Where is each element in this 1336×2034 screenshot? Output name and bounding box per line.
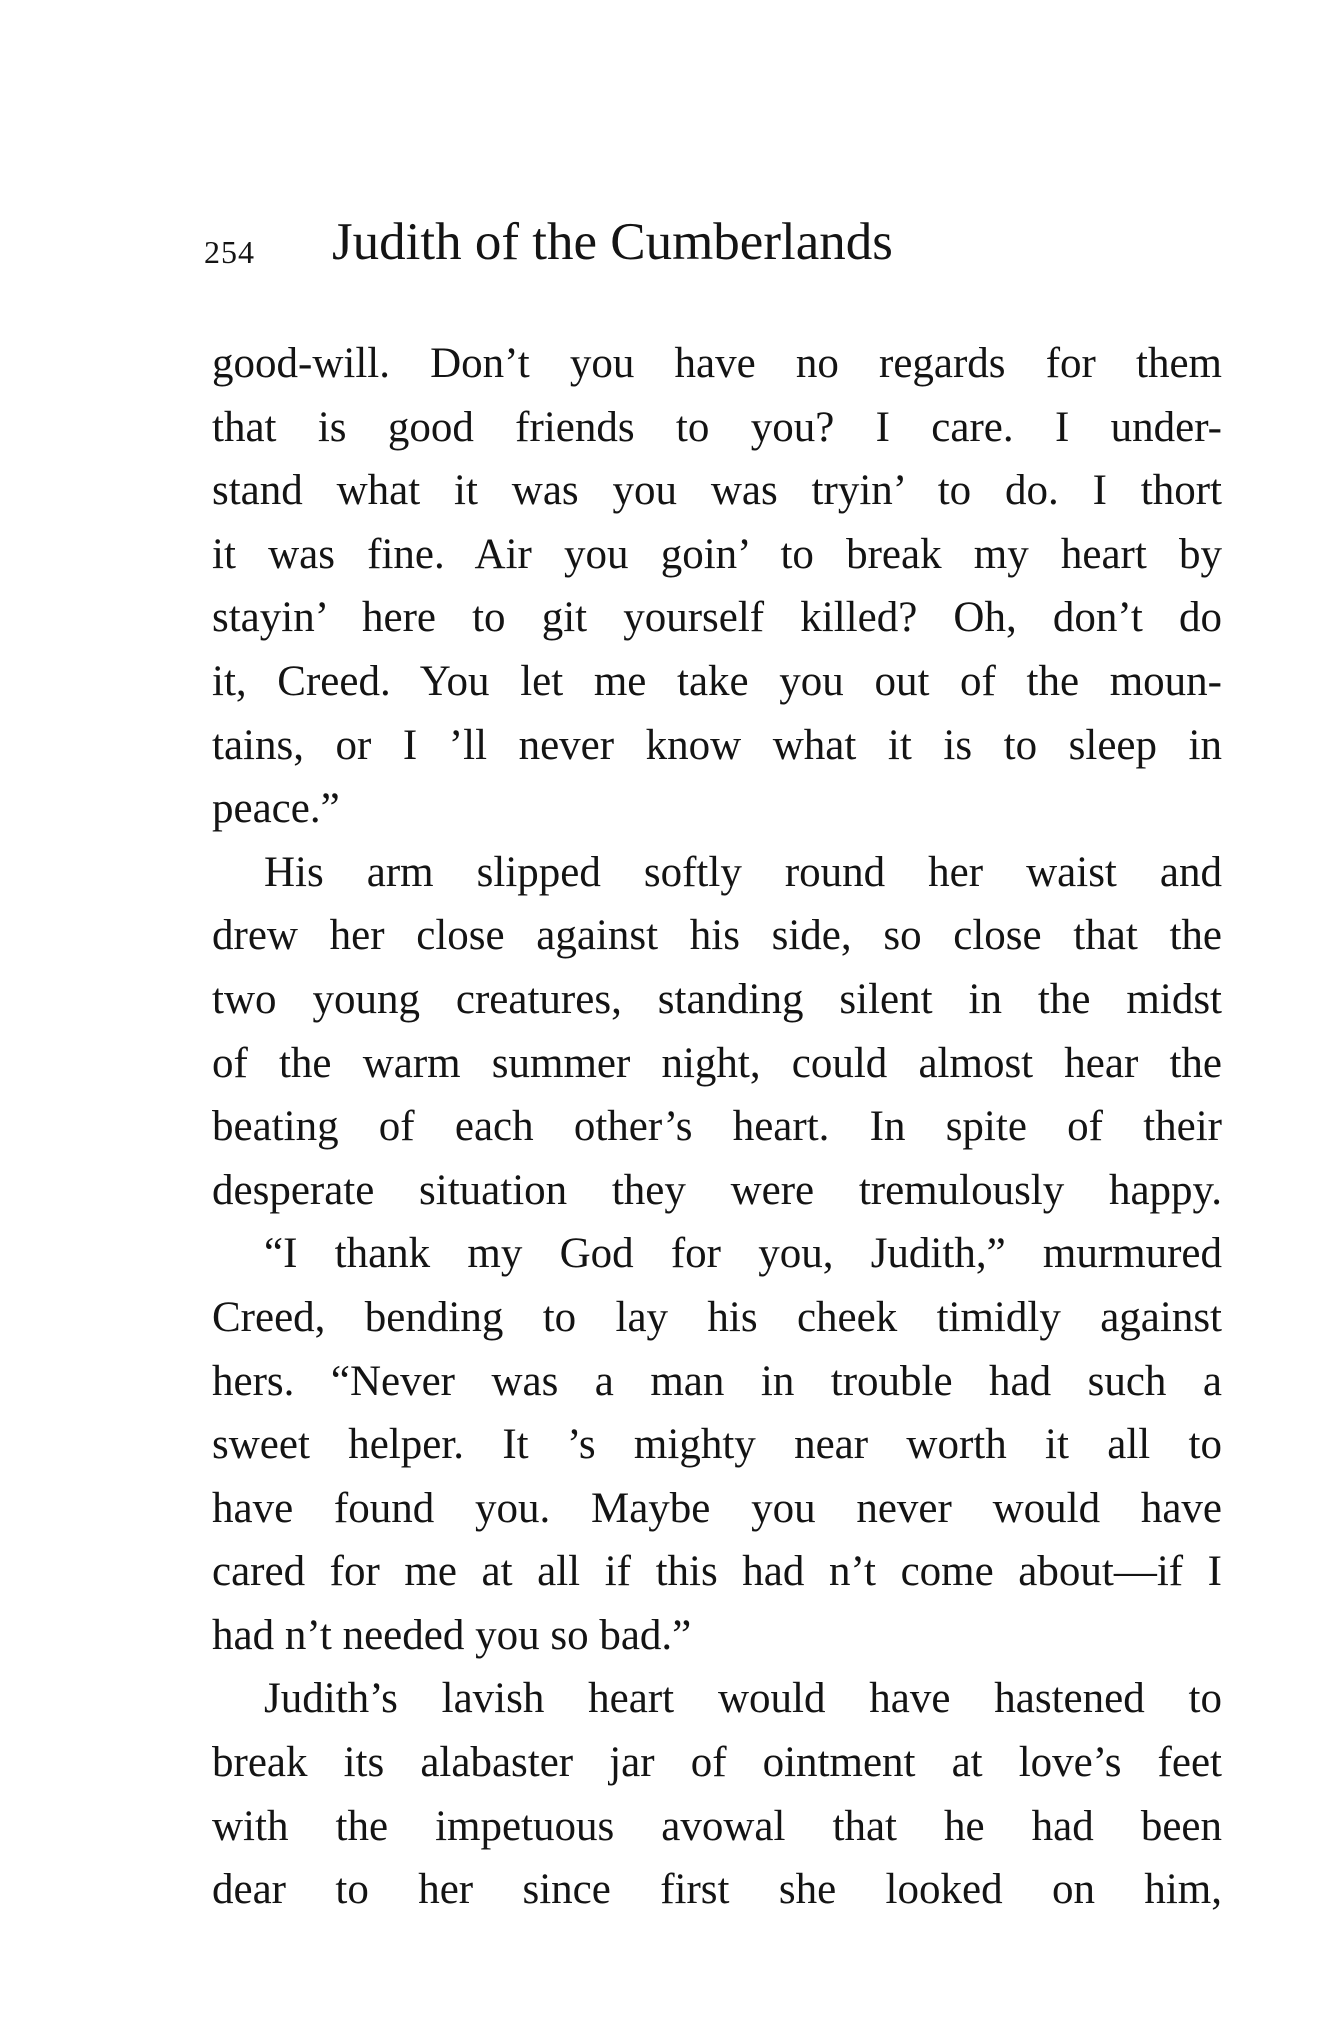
text-line: sweet helper. It ’s mighty near worth it all to xyxy=(212,1421,1222,1469)
text-line: with the impetuous avowal that he had been xyxy=(212,1802,1222,1850)
text-line: have found you. Maybe you never would have xyxy=(212,1484,1222,1532)
text-line: stand what it was you was tryin’ to do. I thort xyxy=(212,467,1222,515)
text-line: His arm slipped softly round her waist and xyxy=(264,848,1222,896)
text-line: hers. “Never was a man in trouble had such a xyxy=(212,1357,1222,1405)
text-line: Judith’s lavish heart would have hastened to xyxy=(264,1675,1222,1723)
text-line: break its alabaster jar of ointment at love’s feet xyxy=(212,1739,1222,1787)
text-line: desperate situation they were tremulously happy. xyxy=(212,1166,1222,1214)
running-head xyxy=(204,212,1224,282)
text-line: of the warm summer night, could almost hear the xyxy=(212,1039,1222,1087)
text-line: Creed, bending to lay his cheek timidly against xyxy=(212,1293,1222,1341)
text-line: peace.” xyxy=(212,785,340,833)
text-line: had n’t needed you so bad.” xyxy=(212,1611,692,1659)
text-line: stayin’ here to git yourself killed? Oh, don’t do xyxy=(212,594,1222,642)
text-line: it was fine. Air you goin’ to break my heart by xyxy=(212,530,1222,578)
body-text xyxy=(212,332,1222,1922)
text-line: “I thank my God for you, Judith,” murmured xyxy=(264,1230,1222,1278)
text-line: two young creatures, standing silent in the midst xyxy=(212,975,1222,1023)
text-line: dear to her since first she looked on him, xyxy=(212,1866,1222,1914)
text-line: beating of each other’s heart. In spite of their xyxy=(212,1103,1222,1151)
book-title: Judith of the Cumberlands xyxy=(332,213,893,271)
text-line: that is good friends to you? I care. I under- xyxy=(212,403,1222,451)
text-line: cared for me at all if this had n’t come about—if I xyxy=(212,1548,1222,1596)
page-number: 254 xyxy=(204,234,255,270)
text-line: tains, or I ’ll never know what it is to sleep in xyxy=(212,721,1222,769)
text-line: good-will. Don’t you have no regards for them xyxy=(212,340,1222,387)
text-line: it, Creed. You let me take you out of the moun- xyxy=(212,657,1222,705)
text-line: drew her close against his side, so close that the xyxy=(212,912,1222,960)
